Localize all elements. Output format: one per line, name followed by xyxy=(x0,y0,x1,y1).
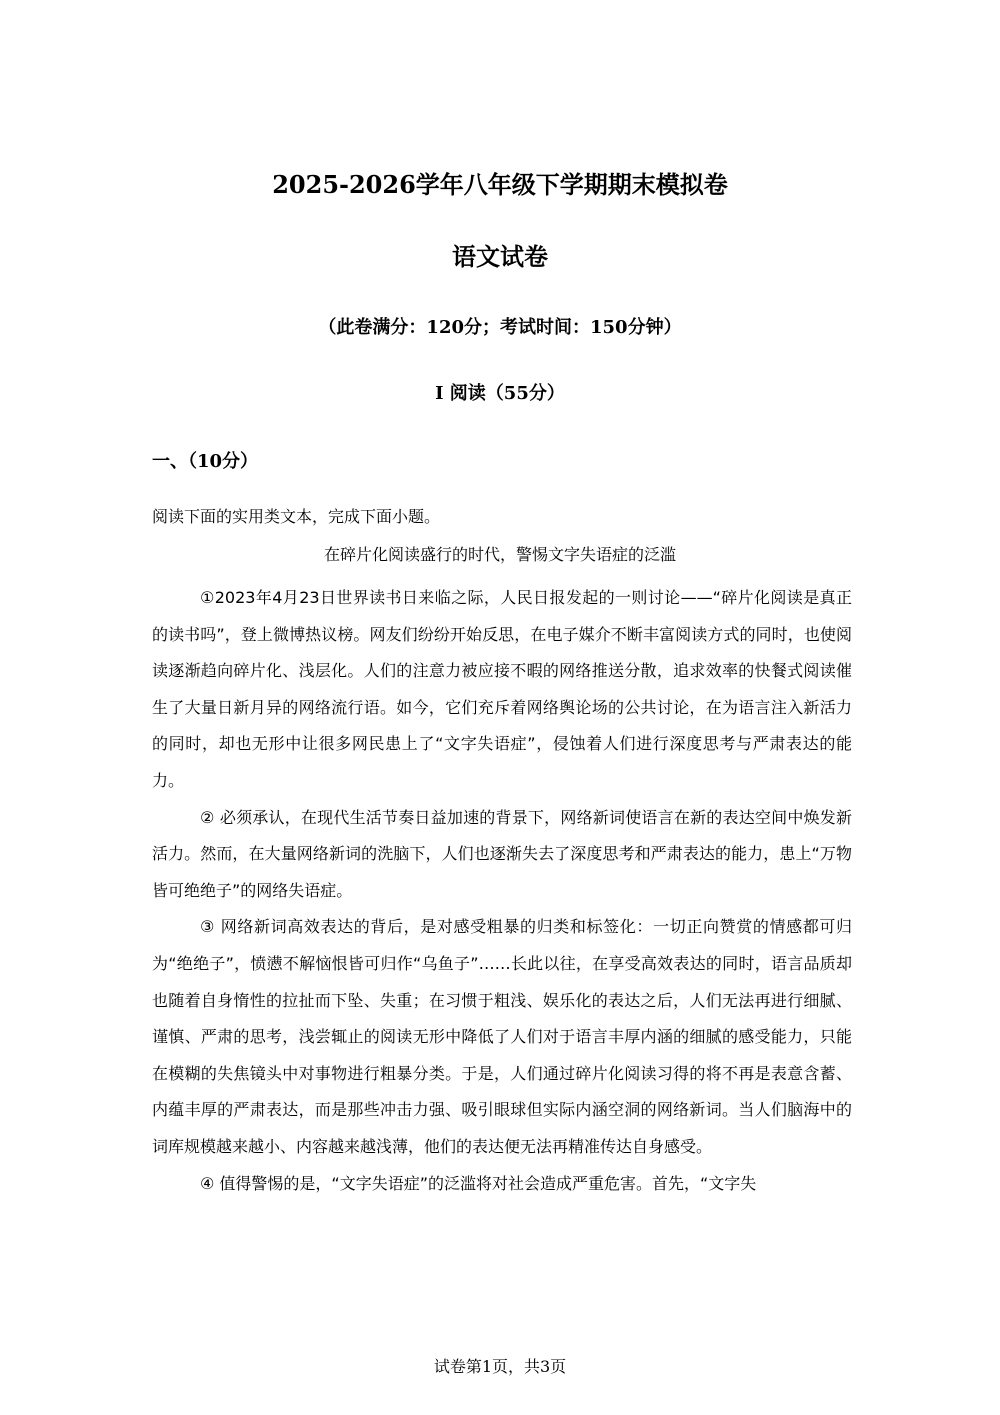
question-heading: 一、（10分） xyxy=(152,451,259,472)
score-info: （此卷满分：120分；考试时间：150分钟） xyxy=(318,317,682,338)
exam-subject: 语文试卷 xyxy=(452,242,548,271)
article-body xyxy=(152,580,852,1202)
article-paragraph-4: ④ 值得警惕的是，“文字失语症”的泛滥将对社会造成严重危害。首先，“文字失 xyxy=(200,1173,757,1193)
article-paragraph-2: ② 必须承认，在现代生活节奏日益加速的背景下，网络新词使语言在新的表达空间中焕发新活力。然而，在大量网络新词的洗脑下，人们也逐渐失去了深度思考和严肃表达的能力，患上“万物皆可绝绝子”的网络失语症。 xyxy=(152,807,852,900)
article-paragraph-3: ③ 网络新词高效表达的背后，是对感受粗暴的归类和标签化：一切正向赞赏的情感都可归为“绝绝子”，愤懑不解恼恨皆可归作“乌鱼子”……长此以往，在享受高效表达的同时，语言品质却也随着自身惰性的拉扯而下坠、失重；在习惯于粗浅、娱乐化的表达之后，人们无法再进行细腻、谨慎、严肃的思考，浅尝辄止的阅读无形中降低了人们对于语言丰厚内涵的细腻的感受能力，只能在模糊的失焦镜头中对事物进行粗暴分类。于是，人们通过碎片化阅读习得的将不再是表意含蓄、内蕴丰厚的严肃表达，而是那些冲击力强、吸引眼球但实际内涵空洞的网络新词。当人们脑海中的词库规模越来越小、内容越来越浅薄，他们的表达便无法再精准传达自身感受。 xyxy=(152,917,852,1156)
exam-title: 2025-2026学年八年级下学期期末模拟卷 xyxy=(272,170,728,199)
page-footer: 试卷第1页，共3页 xyxy=(433,1357,567,1376)
question-instruction: 阅读下面的实用类文本，完成下面小题。 xyxy=(152,507,441,526)
article-title: 在碎片化阅读盛行的时代，警惕文字失语症的泛滥 xyxy=(323,545,676,564)
article-paragraph-1: ①2023年4月23日世界读书日来临之际，人民日报发起的一则讨论——“碎片化阅读是真正的读书吗”，登上微博热议榜。网友们纷纷开始反思，在电子媒介不断丰富阅读方式的同时，也使阅读逐渐趋向碎片化、浅层化。人们的注意力被应接不暇的网络推送分散，追求效率的快餐式阅读催生了大量日新月异的网络流行语。如今，它们充斥着网络舆论场的公共讨论，在为语言注入新活力的同时，却也无形中让很多网民患上了“文字失语症”，侵蚀着人们进行深度思考与严肃表达的能力。 xyxy=(152,588,852,790)
section-title: I 阅读（55分） xyxy=(435,383,565,404)
